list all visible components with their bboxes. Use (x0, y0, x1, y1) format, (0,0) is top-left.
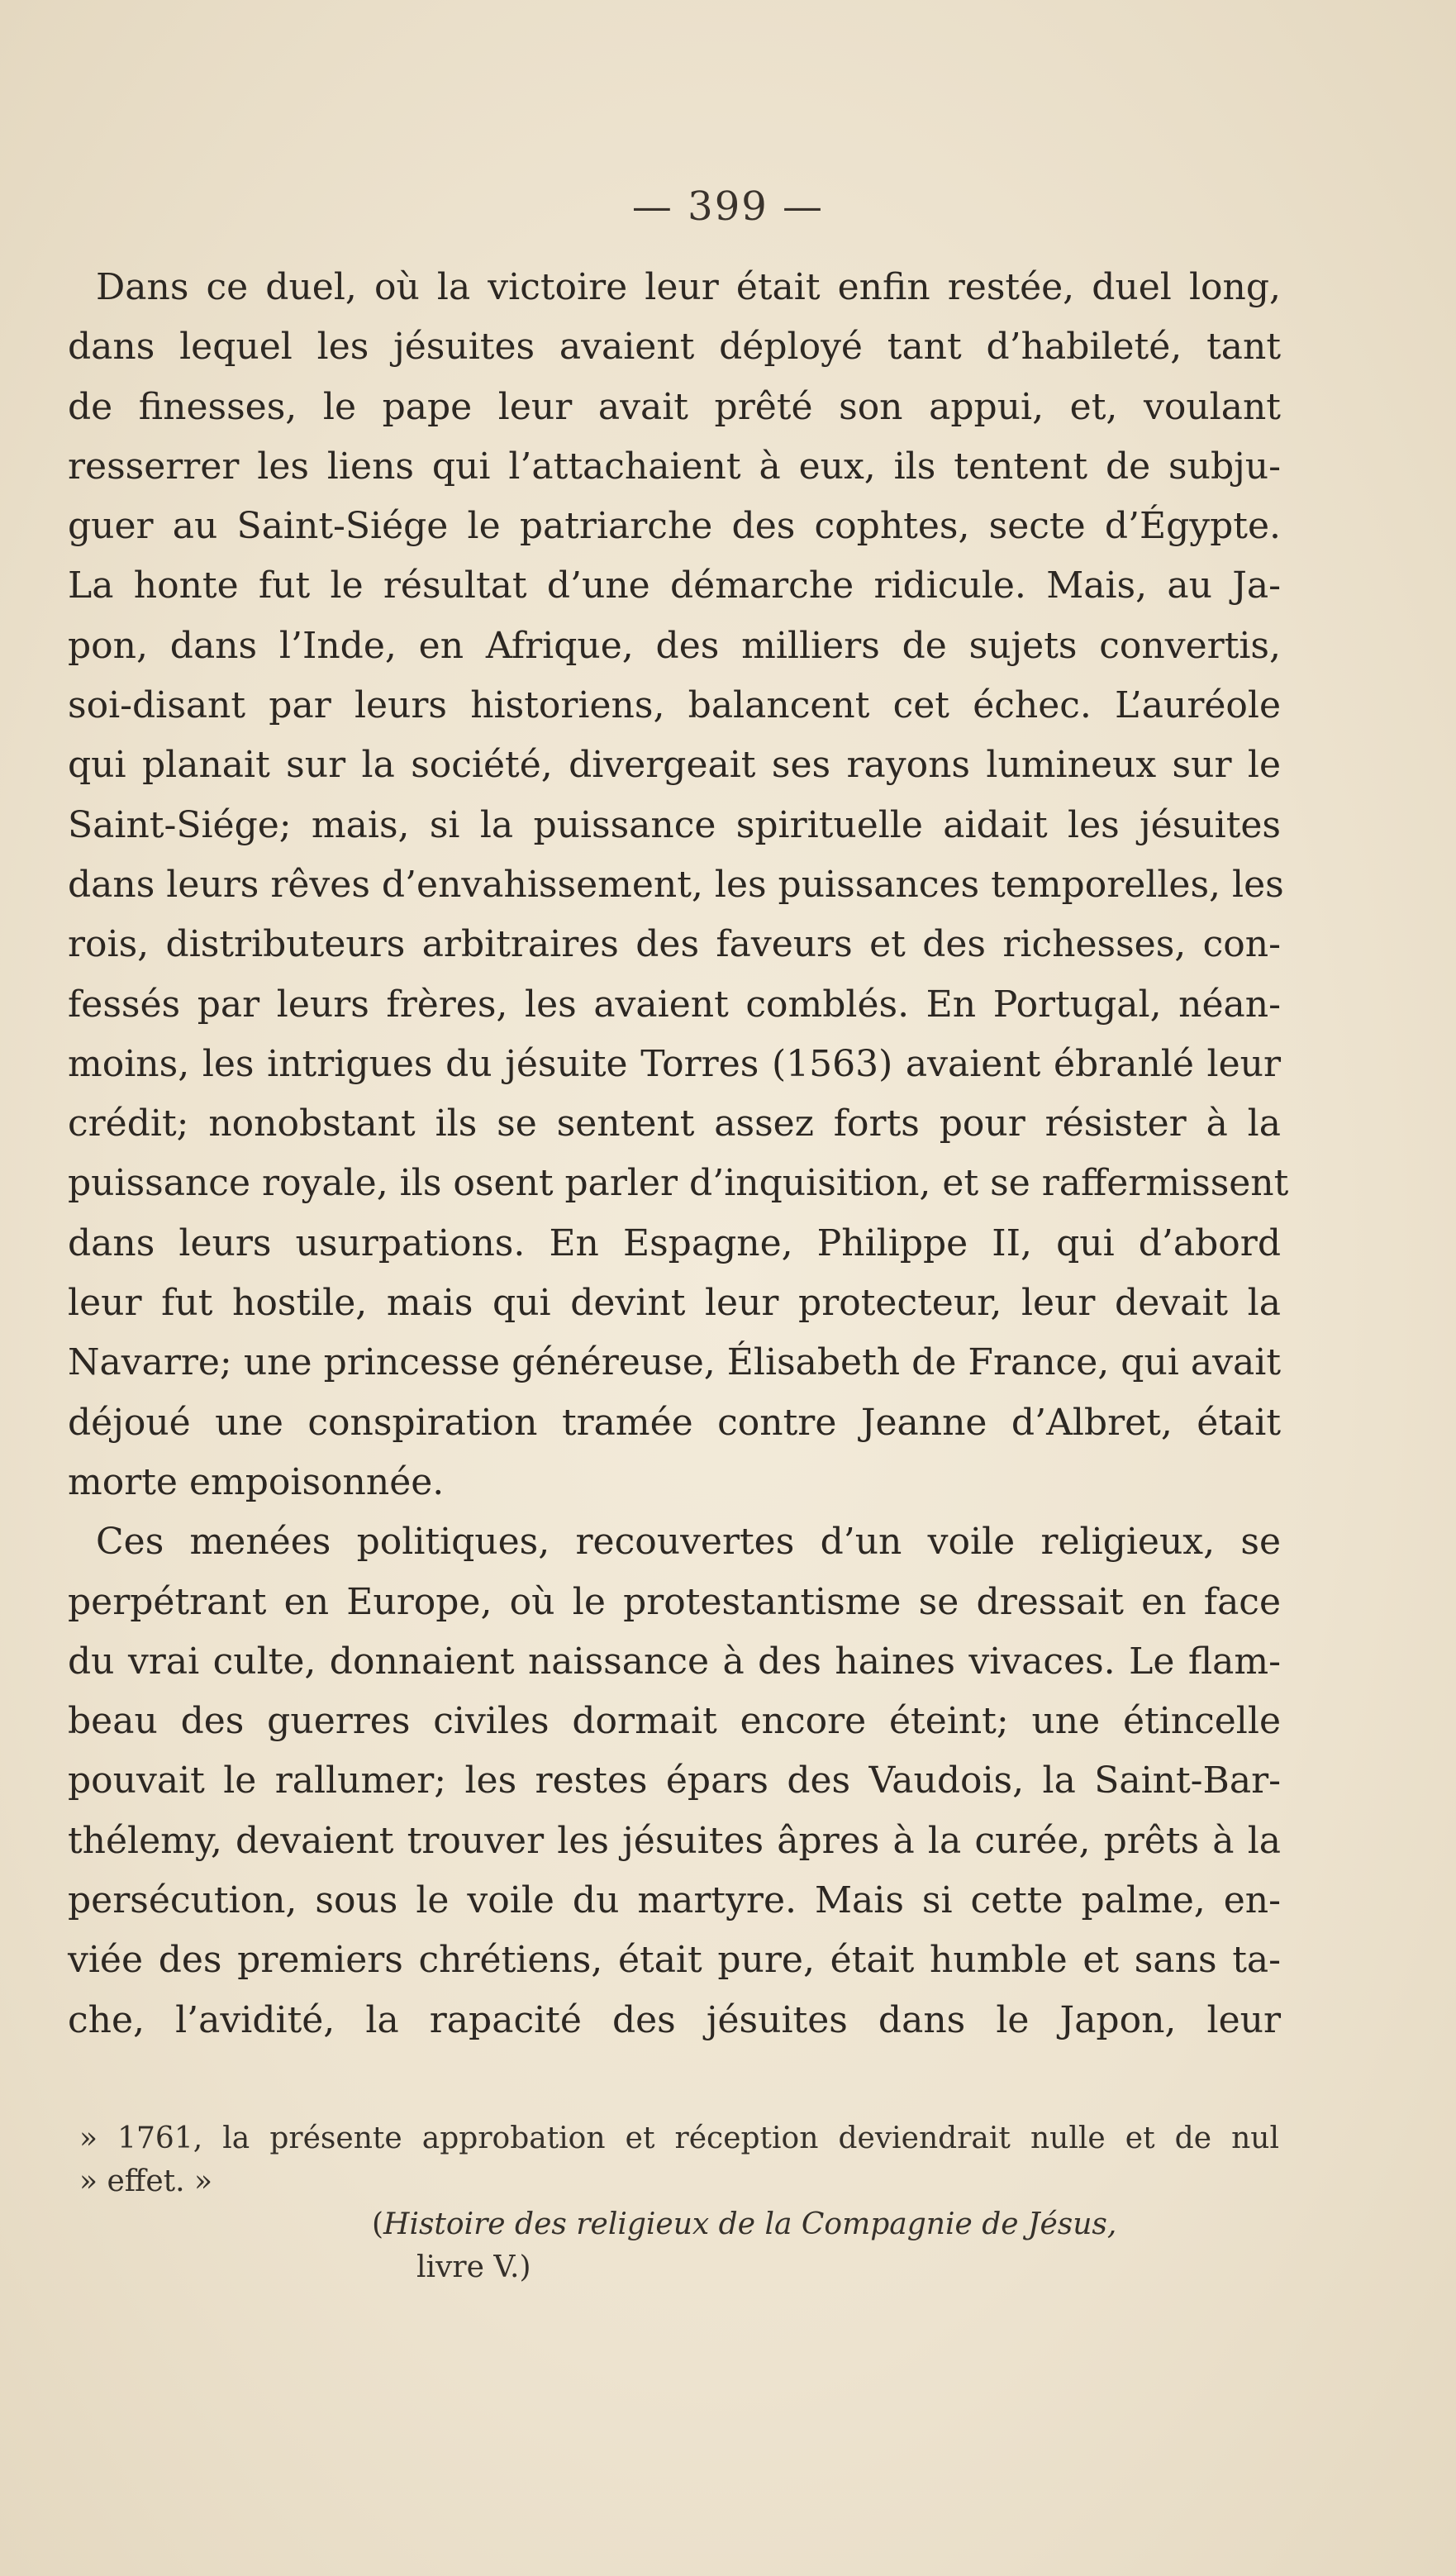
citation-book: livre V.) (416, 2250, 531, 2284)
citation-title-line (372, 2203, 1281, 2246)
text-line: puissance royale, ils osent parler d’inquisition, et se raffermissent (68, 1162, 1289, 1205)
text-line: crédit; nonobstant ils se sentent assez forts pour résister à la (68, 1102, 1281, 1145)
footnote-line: » effet. » (79, 2164, 213, 2198)
citation (372, 2203, 1281, 2289)
body-text (68, 258, 1289, 2050)
text-line: dans leurs rêves d’envahissement, les puissances temporelles, les (68, 863, 1284, 906)
text-line: de finesses, le pape leur avait prêté son appui, et, voulant (68, 385, 1281, 428)
text-line: viée des premiers chrétiens, était pure, était humble et sans ta- (68, 1939, 1281, 1982)
text-line: pouvait le rallumer; les restes épars des Vaudois, la Saint-Bar- (68, 1759, 1281, 1802)
text-line: déjoué une conspiration tramée contre Jeanne d’Albret, était (68, 1401, 1281, 1444)
text-line: Navarre; une princesse généreuse, Élisabeth de France, qui avait (68, 1341, 1281, 1384)
text-line: soi-disant par leurs historiens, balancent cet échec. L’auréole (68, 684, 1281, 727)
text-line: resserrer les liens qui l’attachaient à eux, ils tentent de subju- (68, 445, 1281, 488)
text-line: che, l’avidité, la rapacité des jésuites dans le Japon, leur (68, 1998, 1281, 2041)
footnote (79, 2117, 1279, 2203)
citation-open-paren: ( (372, 2207, 384, 2241)
page-number: — 399 — (631, 183, 825, 230)
text-line: morte empoisonnée. (68, 1460, 445, 1503)
text-line: perpétrant en Europe, où le protestantisme se dressait en face (68, 1580, 1281, 1623)
text-line: dans lequel les jésuites avaient déployé tant d’habileté, tant (68, 326, 1281, 369)
text-line: guer au Saint-Siége le patriarche des cophtes, secte d’Égypte. (68, 505, 1281, 548)
text-line: qui planait sur la société, divergeait ses rayons lumineux sur le (68, 744, 1281, 787)
text-line: La honte fut le résultat d’une démarche ridicule. Mais, au Ja- (68, 564, 1281, 607)
text-line: du vrai culte, donnaient naissance à des haines vivaces. Le flam- (68, 1640, 1281, 1683)
footnote-line: » 1761, la présente approbation et réception deviendrait nulle et de nul (79, 2121, 1279, 2155)
text-line: pon, dans l’Inde, en Afrique, des milliers de sujets convertis, (68, 624, 1281, 667)
text-line: rois, distributeurs arbitraires des faveurs et des richesses, con- (68, 923, 1281, 966)
text-line: Ces menées politiques, recouvertes d’un voile religieux, se (96, 1521, 1281, 1564)
text-line: thélemy, devaient trouver les jésuites âpres à la curée, prêts à la (68, 1819, 1281, 1862)
text-line: Dans ce duel, où la victoire leur était enfin restée, duel long, (96, 266, 1281, 308)
text-line: moins, les intrigues du jésuite Torres (1563) avaient ébranlé leur (68, 1042, 1281, 1085)
text-line: Saint-Siége; mais, si la puissance spirituelle aidait les jésuites (68, 803, 1281, 846)
text-line: persécution, sous le voile du martyre. Mais si cette palme, en- (68, 1879, 1281, 1922)
text-line: beau des guerres civiles dormait encore éteint; une étincelle (68, 1700, 1281, 1743)
text-line: leur fut hostile, mais qui devint leur protecteur, leur devait la (68, 1282, 1281, 1325)
citation-title: Histoire des religieux de la Compagnie de Jésus, (383, 2207, 1117, 2241)
text-line: dans leurs usurpations. En Espagne, Philippe II, qui d’abord (68, 1221, 1281, 1264)
text-line: fessés par leurs frères, les avaient comblés. En Portugal, néan- (68, 983, 1281, 1026)
